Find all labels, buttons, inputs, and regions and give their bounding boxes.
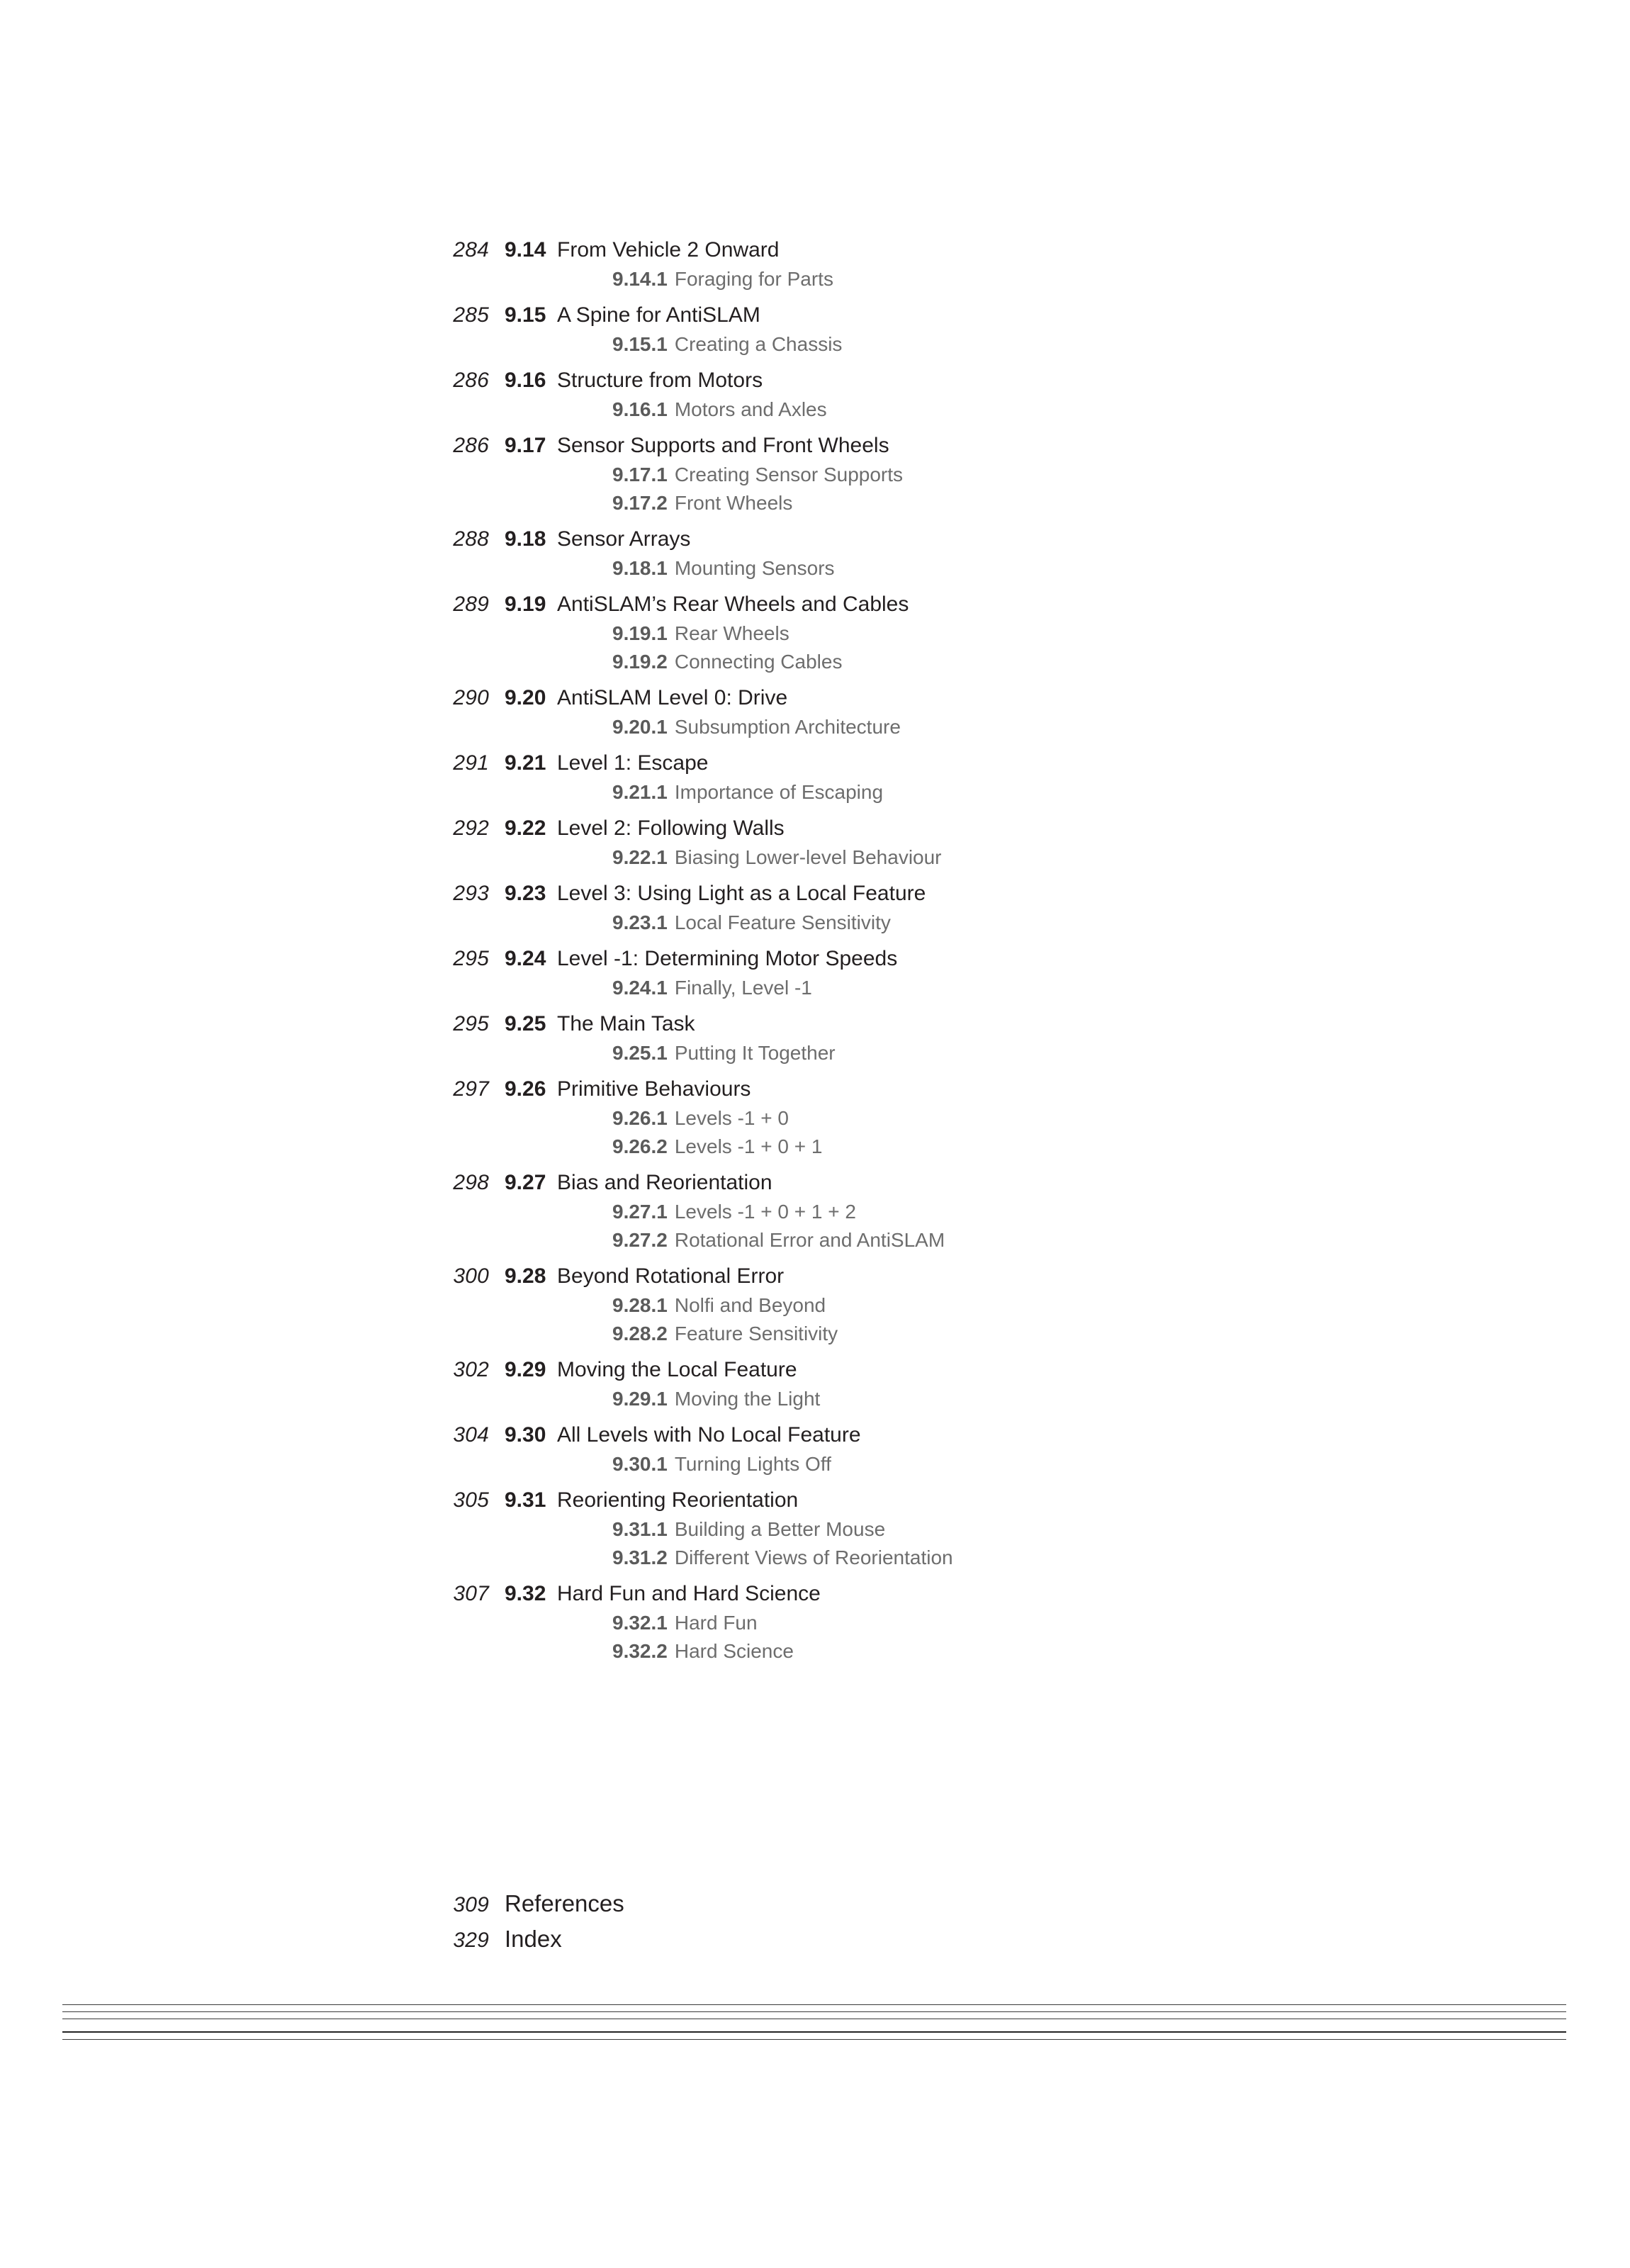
toc-subsection-row[interactable] <box>424 622 1345 645</box>
subsection-number: 9.22.1 <box>612 846 668 868</box>
section-page-number: 305 <box>453 1488 489 1512</box>
toc-subsection-row[interactable] <box>424 1294 1345 1317</box>
toc-subsection-row[interactable] <box>424 268 1345 291</box>
rule-gap <box>62 2026 1566 2031</box>
toc-subsection-row[interactable] <box>424 492 1345 515</box>
section-title: Bias and Reorientation <box>557 1171 772 1194</box>
toc-subsection-row[interactable] <box>424 557 1345 580</box>
section-title: The Main Task <box>557 1012 695 1035</box>
toc-subsection-row[interactable] <box>424 977 1345 999</box>
toc-subsection-row[interactable] <box>424 464 1345 486</box>
subsection-number: 9.31.1 <box>612 1518 668 1540</box>
subsection-title: Motors and Axles <box>674 398 827 420</box>
section-title: Level 2: Following Walls <box>557 816 785 840</box>
subsection-title: Rear Wheels <box>674 622 789 644</box>
toc-section-row[interactable] <box>424 1264 1345 1289</box>
subsection-title: Feature Sensitivity <box>674 1323 838 1344</box>
toc-back-matter <box>424 1882 1345 1953</box>
section-number: 9.14 <box>505 238 546 262</box>
subsection-title: Creating a Chassis <box>674 333 843 355</box>
subsection-number: 9.28.1 <box>612 1294 668 1316</box>
section-title: Primitive Behaviours <box>557 1077 751 1101</box>
subsection-title: Local Feature Sensitivity <box>674 911 891 933</box>
subsection-number: 9.32.2 <box>612 1640 668 1662</box>
section-page-number: 290 <box>453 686 489 709</box>
toc-section-row[interactable] <box>424 238 1345 262</box>
subsection-title: Building a Better Mouse <box>674 1518 886 1540</box>
subsection-title: Mounting Sensors <box>674 557 835 579</box>
section-number: 9.15 <box>505 303 546 327</box>
backmatter-page-number: 329 <box>453 1929 489 1952</box>
subsection-number: 9.15.1 <box>612 333 668 355</box>
rule-line-thick <box>62 2031 1566 2033</box>
section-number: 9.20 <box>505 686 546 709</box>
toc-section-row[interactable] <box>424 947 1345 971</box>
toc-section-row[interactable] <box>424 1358 1345 1382</box>
toc-subsection-row[interactable] <box>424 846 1345 869</box>
subsection-title: Hard Science <box>674 1640 794 1662</box>
rule-line <box>62 2004 1566 2005</box>
toc-section-row[interactable] <box>424 593 1345 617</box>
section-page-number: 284 <box>453 238 489 262</box>
subsection-title: Importance of Escaping <box>674 781 884 803</box>
section-page-number: 304 <box>453 1423 489 1447</box>
section-number: 9.18 <box>505 527 546 551</box>
section-number: 9.24 <box>505 947 546 970</box>
toc-section-row[interactable] <box>424 527 1345 551</box>
section-page-number: 307 <box>453 1582 489 1605</box>
toc-subsection-row[interactable] <box>424 1135 1345 1158</box>
section-title: Level 1: Escape <box>557 751 709 775</box>
section-number: 9.32 <box>505 1582 546 1605</box>
subsection-number: 9.20.1 <box>612 716 668 738</box>
subsection-number: 9.19.1 <box>612 622 668 644</box>
subsection-title: Biasing Lower-level Behaviour <box>674 846 942 868</box>
toc-subsection-row[interactable] <box>424 1546 1345 1569</box>
subsection-number: 9.26.1 <box>612 1107 668 1129</box>
toc-subsection-row[interactable] <box>424 1640 1345 1663</box>
section-page-number: 288 <box>453 527 489 551</box>
subsection-number: 9.19.2 <box>612 651 668 673</box>
backmatter-title: Index <box>505 1926 562 1952</box>
subsection-number: 9.28.2 <box>612 1323 668 1344</box>
toc-section-row[interactable] <box>424 686 1345 710</box>
toc-subsection-row[interactable] <box>424 1107 1345 1130</box>
toc-subsection-row[interactable] <box>424 398 1345 421</box>
toc-subsection-row[interactable] <box>424 781 1345 804</box>
subsection-number: 9.27.1 <box>612 1201 668 1223</box>
section-page-number: 289 <box>453 593 489 616</box>
section-page-number: 291 <box>453 751 489 775</box>
rule-line <box>62 2039 1566 2040</box>
subsection-number: 9.23.1 <box>612 911 668 933</box>
subsection-title: Hard Fun <box>674 1612 758 1634</box>
toc-subsection-row[interactable] <box>424 1612 1345 1634</box>
toc-section-row[interactable] <box>424 1488 1345 1512</box>
subsection-title: Levels -1 + 0 <box>674 1107 789 1129</box>
section-number: 9.16 <box>505 369 546 392</box>
subsection-title: Levels -1 + 0 + 1 <box>674 1135 823 1157</box>
subsection-number: 9.30.1 <box>612 1453 668 1475</box>
subsection-number: 9.17.2 <box>612 492 668 514</box>
section-title: Level -1: Determining Motor Speeds <box>557 947 898 970</box>
subsection-number: 9.24.1 <box>612 977 668 999</box>
subsection-number: 9.14.1 <box>612 268 668 290</box>
subsection-title: Levels -1 + 0 + 1 + 2 <box>674 1201 856 1223</box>
section-page-number: 292 <box>453 816 489 840</box>
section-page-number: 300 <box>453 1264 489 1288</box>
section-number: 9.27 <box>505 1171 546 1194</box>
toc-subsection-row[interactable] <box>424 1042 1345 1065</box>
section-page-number: 286 <box>453 369 489 392</box>
toc-section-row[interactable] <box>424 369 1345 393</box>
section-title: All Levels with No Local Feature <box>557 1423 861 1447</box>
toc-subsection-row[interactable] <box>424 333 1345 356</box>
toc-section-row[interactable] <box>424 1423 1345 1447</box>
section-page-number: 302 <box>453 1358 489 1381</box>
subsection-title: Putting It Together <box>674 1042 836 1064</box>
section-page-number: 295 <box>453 947 489 970</box>
section-title: Sensor Arrays <box>557 527 691 551</box>
toc-subsection-row[interactable] <box>424 1201 1345 1223</box>
toc-section-row[interactable] <box>424 434 1345 458</box>
toc-section-row[interactable] <box>424 882 1345 906</box>
section-title: Structure from Motors <box>557 369 763 392</box>
subsection-number: 9.25.1 <box>612 1042 668 1064</box>
section-title: Hard Fun and Hard Science <box>557 1582 821 1605</box>
subsection-title: Turning Lights Off <box>674 1453 831 1475</box>
section-number: 9.21 <box>505 751 546 775</box>
subsection-title: Foraging for Parts <box>674 268 833 290</box>
toc-subsection-row[interactable] <box>424 1453 1345 1476</box>
toc-subsection-row[interactable] <box>424 1518 1345 1541</box>
subsection-title: Different Views of Reorientation <box>674 1546 953 1568</box>
subsection-title: Front Wheels <box>674 492 793 514</box>
section-number: 9.31 <box>505 1488 546 1512</box>
toc-subsection-row[interactable] <box>424 716 1345 739</box>
rule-line <box>62 2011 1566 2012</box>
subsection-title: Rotational Error and AntiSLAM <box>674 1229 945 1251</box>
subsection-number: 9.16.1 <box>612 398 668 420</box>
toc-section-row[interactable] <box>424 1171 1345 1195</box>
subsection-title: Subsumption Architecture <box>674 716 901 738</box>
backmatter-title: References <box>505 1890 624 1916</box>
subsection-number: 9.17.1 <box>612 464 668 485</box>
toc-subsection-row[interactable] <box>424 1388 1345 1410</box>
subsection-number: 9.31.2 <box>612 1546 668 1568</box>
toc-section-row[interactable] <box>424 751 1345 775</box>
subsection-title: Connecting Cables <box>674 651 843 673</box>
section-page-number: 297 <box>453 1077 489 1101</box>
toc-section-row[interactable] <box>424 303 1345 327</box>
section-title: Beyond Rotational Error <box>557 1264 785 1288</box>
subsection-number: 9.32.1 <box>612 1612 668 1634</box>
section-page-number: 293 <box>453 882 489 905</box>
section-title: A Spine for AntiSLAM <box>557 303 760 327</box>
section-number: 9.23 <box>505 882 546 905</box>
page-footer-rules <box>62 2004 1566 2046</box>
section-number: 9.26 <box>505 1077 546 1101</box>
subsection-number: 9.27.2 <box>612 1229 668 1251</box>
section-number: 9.30 <box>505 1423 546 1447</box>
section-title: Level 3: Using Light as a Local Feature <box>557 882 926 905</box>
section-number: 9.17 <box>505 434 546 457</box>
section-page-number: 285 <box>453 303 489 327</box>
section-number: 9.29 <box>505 1358 546 1381</box>
subsection-number: 9.21.1 <box>612 781 668 803</box>
subsection-title: Nolfi and Beyond <box>674 1294 826 1316</box>
toc-section-row[interactable] <box>424 816 1345 841</box>
section-number: 9.22 <box>505 816 546 840</box>
toc-section-row[interactable] <box>424 1012 1345 1036</box>
section-number: 9.28 <box>505 1264 546 1288</box>
subsection-number: 9.18.1 <box>612 557 668 579</box>
toc-subsection-row[interactable] <box>424 1229 1345 1252</box>
subsection-number: 9.29.1 <box>612 1388 668 1410</box>
section-title: AntiSLAM’s Rear Wheels and Cables <box>557 593 909 616</box>
toc-section-row[interactable] <box>424 1077 1345 1101</box>
section-number: 9.19 <box>505 593 546 616</box>
section-title: Reorienting Reorientation <box>557 1488 799 1512</box>
section-page-number: 286 <box>453 434 489 457</box>
toc-subsection-row[interactable] <box>424 1323 1345 1345</box>
subsection-title: Finally, Level -1 <box>674 977 812 999</box>
section-title: Moving the Local Feature <box>557 1358 797 1381</box>
toc-backmatter-row-references[interactable] <box>424 1890 1345 1917</box>
section-title: AntiSLAM Level 0: Drive <box>557 686 788 709</box>
toc-backmatter-row-index[interactable] <box>424 1926 1345 1953</box>
subsection-title: Creating Sensor Supports <box>674 464 904 485</box>
section-page-number: 295 <box>453 1012 489 1035</box>
backmatter-page-number: 309 <box>453 1893 489 1916</box>
subsection-number: 9.26.2 <box>612 1135 668 1157</box>
section-title: From Vehicle 2 Onward <box>557 238 780 262</box>
section-number: 9.25 <box>505 1012 546 1035</box>
toc-section-row[interactable] <box>424 1582 1345 1606</box>
section-title: Sensor Supports and Front Wheels <box>557 434 889 457</box>
toc-subsection-row[interactable] <box>424 911 1345 934</box>
toc-subsection-row[interactable] <box>424 651 1345 673</box>
toc-list <box>424 225 1345 1663</box>
section-page-number: 298 <box>453 1171 489 1194</box>
subsection-title: Moving the Light <box>674 1388 821 1410</box>
